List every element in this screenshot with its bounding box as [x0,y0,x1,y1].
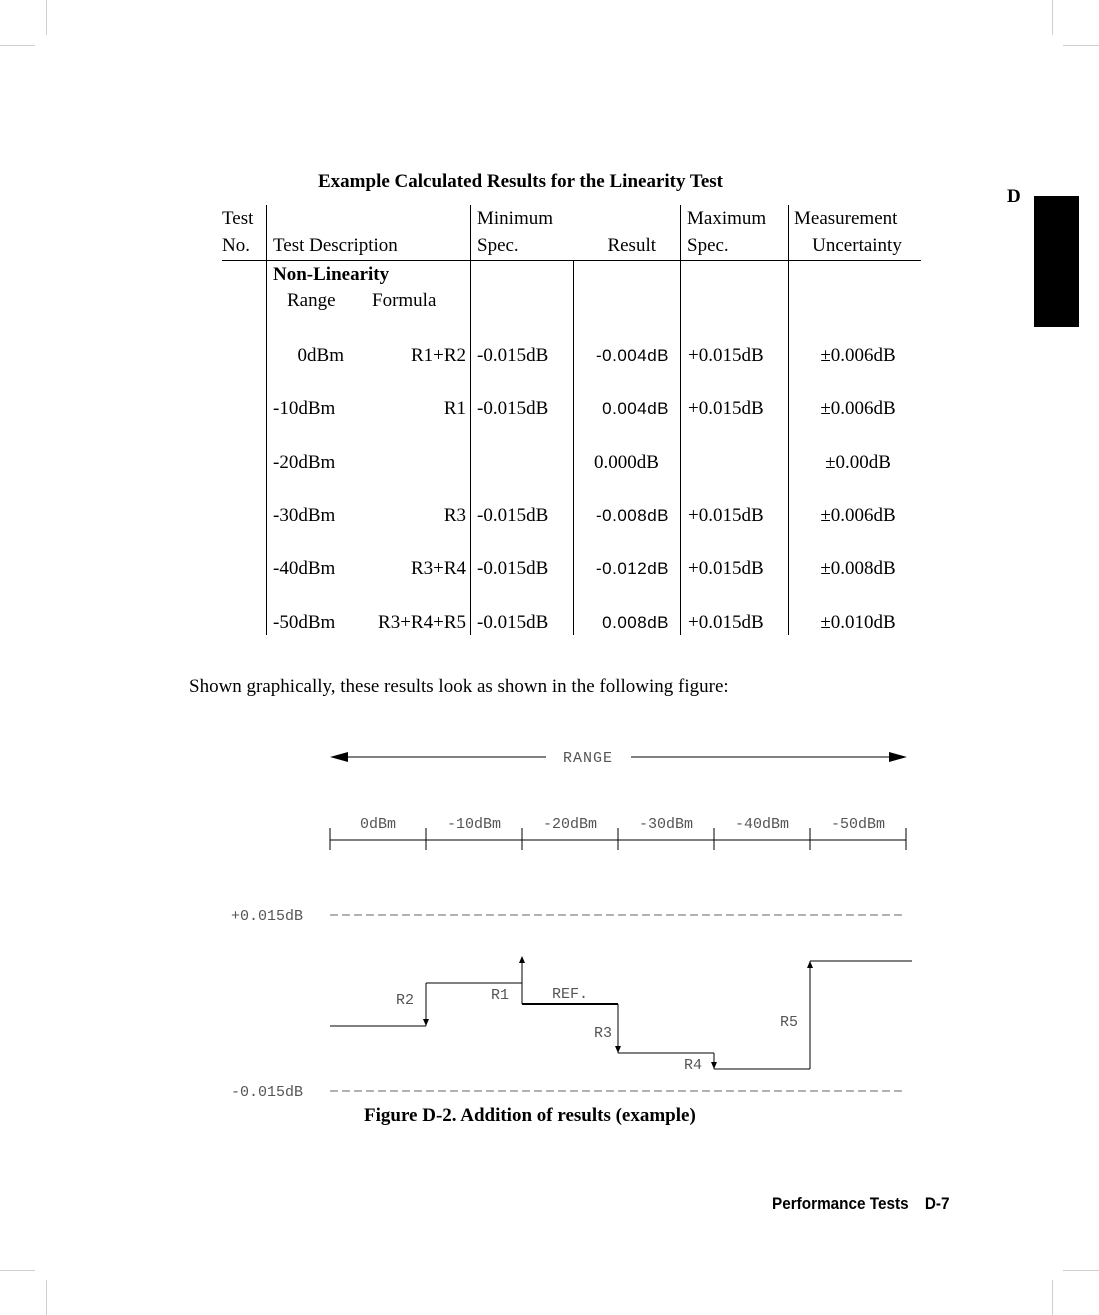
cell-range: -20dBm [273,452,336,473]
cell-max: +0.015dB [688,612,764,633]
appendix-tab-letter: D [1007,186,1021,207]
lower-limit-label: -0.015dB [231,1084,304,1101]
cell-min: -0.015dB [477,398,549,419]
page-footer [772,1194,949,1214]
cell-max: +0.015dB [688,345,764,366]
cell-max: +0.015dB [688,558,764,579]
range-scale-label: -20dBm [542,816,598,833]
cell-uncertainty: ±0.006dB [820,398,896,419]
r4-arrowhead [711,1062,717,1069]
cell-result: -0.004dB [596,346,669,365]
cell-formula: R1+R2 [410,345,466,366]
step-label-r1: R1 [491,987,510,1004]
range-scale-label: 0dBm [359,816,397,833]
cell-uncertainty: ±0.00dB [825,452,891,473]
range-arrow-left-head [330,752,348,762]
cell-max: +0.015dB [688,505,764,526]
upper-limit-label: +0.015dB [231,908,304,925]
header-min-spec: Spec. [477,235,519,256]
cell-range: -30dBm [273,505,336,526]
r3-arrowhead [615,1046,621,1053]
header-description: Test Description [273,235,398,256]
cell-min: -0.015dB [477,612,549,633]
cell-range: -10dBm [273,398,336,419]
range-scale-label: -10dBm [446,816,502,833]
range-scale-ticks [330,828,906,850]
intro-paragraph: Shown graphically, these results look as shown in the following figure: [189,676,729,697]
subheader-range: Range [287,290,336,311]
cell-formula: R1 [443,398,466,419]
header-result: Result [607,235,656,256]
step-label-r5: R5 [780,1014,799,1031]
cell-uncertainty: ±0.006dB [820,505,896,526]
range-arrow-right-head [889,752,907,762]
cell-formula: R3+R4+R5 [378,612,466,633]
header-max-spec: Spec. [687,235,729,256]
header-minimum: Minimum [477,208,554,229]
range-scale-label: -30dBm [638,816,694,833]
cell-uncertainty: ±0.010dB [820,612,896,633]
cell-result: 0.000dB [594,452,659,473]
footer-section-title: Performance Tests [772,1194,909,1213]
cell-range: 0dBm [297,345,344,366]
step-label-r4: R4 [684,1057,703,1074]
cell-range: -50dBm [273,612,336,633]
cell-result: -0.012dB [596,559,669,578]
header-test: Test [222,208,254,229]
cell-uncertainty: ±0.006dB [820,345,896,366]
step-label-r2: R2 [396,992,415,1009]
range-label: RANGE [562,750,614,767]
footer-page-number: D-7 [924,1194,950,1213]
cell-min: -0.015dB [477,345,549,366]
cell-max: +0.015dB [688,398,764,419]
header-uncertainty: Uncertainty [812,235,902,256]
range-scale-label: -40dBm [734,816,790,833]
header-no: No. [222,235,250,256]
cell-result: 0.008dB [602,613,669,632]
cell-result: -0.008dB [596,506,669,525]
step-label-r3: R3 [594,1025,613,1042]
cell-min: -0.015dB [477,505,549,526]
section-label: Non-Linearity [273,264,390,285]
r2-arrowhead [423,1019,429,1026]
cell-result: 0.004dB [602,399,669,418]
step-label-ref: REF. [552,986,589,1003]
range-scale-label: -50dBm [830,816,886,833]
header-measurement: Measurement [794,208,898,229]
cell-formula: R3+R4 [410,558,466,579]
cell-min: -0.015dB [477,558,549,579]
table-title: Example Calculated Results for the Linearity Test [318,171,723,192]
cell-uncertainty: ±0.008dB [820,558,896,579]
figure-caption: Figure D-2. Addition of results (example) [364,1105,696,1126]
r5-arrowhead [807,961,813,968]
cell-range: -40dBm [273,558,336,579]
header-maximum: Maximum [687,208,767,229]
cell-formula: R3 [443,505,466,526]
subheader-formula: Formula [372,290,437,311]
